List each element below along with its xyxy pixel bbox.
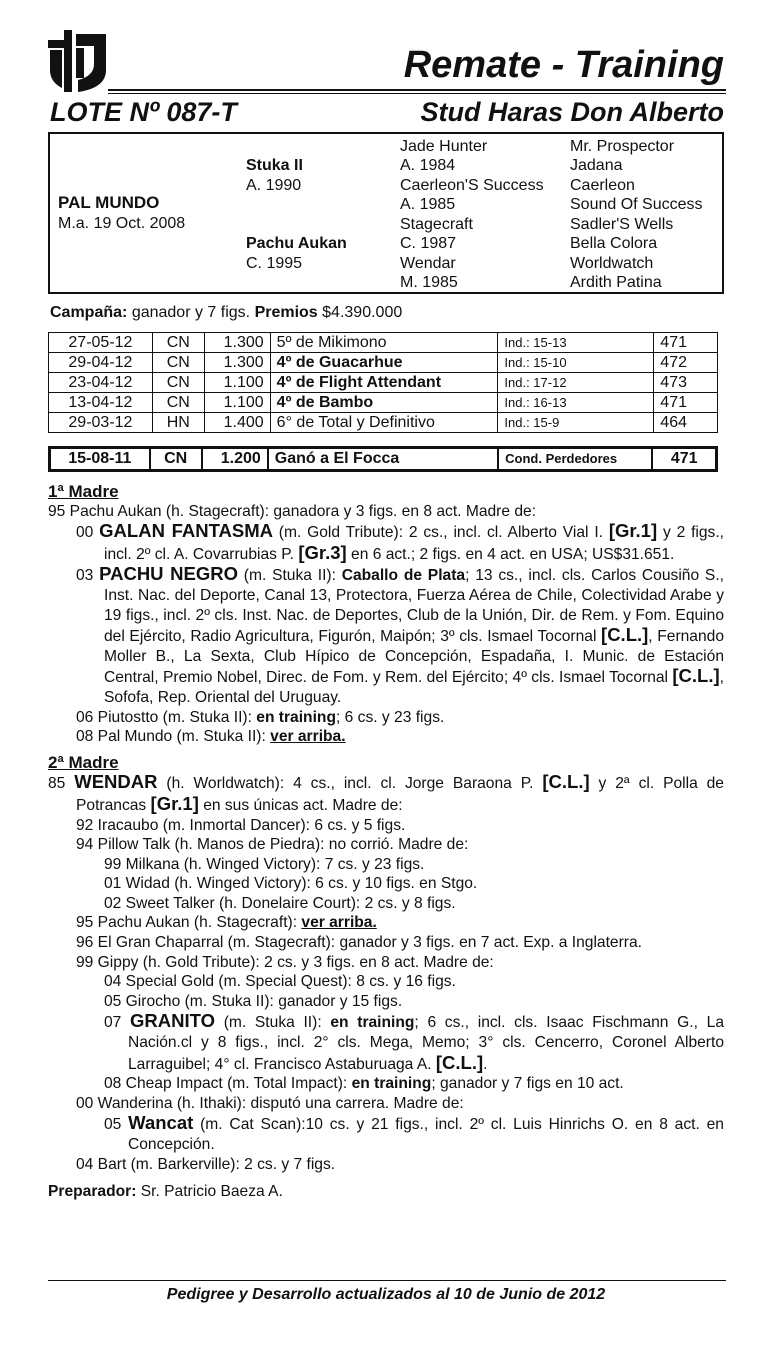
- race-result: 4º de Bambo: [270, 393, 498, 413]
- see-above-link: ver arriba.: [270, 728, 346, 746]
- table-row: [49, 353, 718, 373]
- produce-entry: 00 Wanderina (h. Ithaki): disputó una carrera. Madre de:: [76, 1094, 464, 1112]
- winning-race-table: [48, 446, 718, 472]
- header-rule-top: [108, 89, 726, 91]
- table-row: [50, 448, 717, 471]
- stud-name: Stud Haras Don Alberto: [420, 97, 724, 127]
- gen4-ancestor: Ardith Patina: [570, 274, 662, 291]
- produce-entry: 99 Milkana (h. Winged Victory): 7 cs. y 23 figs.: [104, 855, 425, 873]
- produce-entry: 94 Pillow Talk (h. Manos de Piedra): no corrió. Madre de:: [76, 836, 469, 854]
- race-date: 15-08-11: [50, 448, 150, 471]
- table-row: [49, 413, 718, 433]
- sire-info: A. 1990: [246, 177, 302, 194]
- produce-entry: 07 GRANITO (m. Stuka II): en training; 6 cs., incl. cls. Isaac Fischmann G., La Nación.cl y 8 figs., incl. 2° cls. Mega, Memo; 3° cls. Cencerro, Coronel Alberto Larraguibel; 4° cl. Francisco Astaburuaga A. [C.L.].: [104, 1010, 724, 1073]
- footer-rule: [48, 1280, 726, 1281]
- gen3-info: M. 1985: [400, 274, 458, 291]
- footer-note: Pedigree y Desarrollo actualizados al 10 de Junio de 2012: [166, 1286, 606, 1303]
- race-track: CN: [152, 373, 204, 393]
- section-heading: 1ª Madre: [48, 482, 119, 501]
- prize-label: Premios: [254, 304, 318, 321]
- race-distance: 1.300: [204, 353, 270, 373]
- lot-number: LOTE Nº 087-T: [50, 97, 237, 127]
- dam-intro: 85 WENDAR (h. Worldwatch): 4 cs., incl. cl. Jorge Baraona P. [C.L.] y 2ª cl. Polla de Potrancas [Gr.1] en sus únicas act. Madre de:: [48, 771, 724, 814]
- horse-highlight: WENDAR: [74, 771, 158, 793]
- produce-record: [48, 482, 724, 1202]
- table-row: [49, 333, 718, 353]
- race-result: 4º de Guacarhue: [270, 353, 498, 373]
- gen4-ancestor: Jadana: [570, 157, 623, 174]
- gen4-ancestor: Bella Colora: [570, 235, 658, 252]
- header-rule-bottom: [108, 93, 726, 94]
- race-distance: 1.400: [204, 413, 270, 433]
- race-index: Ind.: 15-10: [498, 353, 654, 373]
- sire-name: Stuka II: [246, 157, 303, 174]
- horse-info: M.a. 19 Oct. 2008: [58, 215, 186, 232]
- race-number: 464: [653, 413, 717, 433]
- produce-entry: 02 Sweet Talker (h. Donelaire Court): 2 cs. y 8 figs.: [104, 894, 456, 912]
- produce-entry: 08 Pal Mundo (m. Stuka II): ver arriba.: [76, 728, 346, 746]
- race-distance: 1.300: [204, 333, 270, 353]
- gen4-ancestor: Mr. Prospector: [570, 138, 675, 155]
- race-date: 23-04-12: [49, 373, 153, 393]
- dam-info: C. 1995: [246, 255, 303, 272]
- see-above-link: ver arriba.: [301, 914, 377, 932]
- race-number: 471: [652, 448, 716, 471]
- gen3-info: A. 1985: [400, 196, 456, 213]
- horse-highlight: PACHU NEGRO: [99, 563, 238, 585]
- race-index: Ind.: 15-13: [498, 333, 654, 353]
- table-row: [49, 373, 718, 393]
- table-row: [49, 393, 718, 413]
- produce-entry: 03 PACHU NEGRO (m. Stuka II): Caballo de Plata; 13 cs., incl. cls. Carlos Cousiño S., Inst. Nac. del Deporte, Canal 13, Protectora, Fuerza Aérea de Chile, Colectividad Arabe y 19 figs., incl. 2º cls. Inst. Nac. de Deportes, Club de la Unión, Dir. de Rem. y Fom. Equino del Ejército, Radio Agricultura, Figurón, Maipón; 3º cls. Ismael Tocornal [C.L.], Fernando Moller B., La Sexta, Club Hípico de Concepción, Espadaña, I. Munic. de Estación Central, Premio Nobel, Direc. de Fom. y Rem. del Ejército; 4º cls. Ismael Tocornal [C.L.], Sofofa, Rep. Oriental del Uruguay.: [76, 563, 724, 706]
- gen3-name: Jade Hunter: [400, 138, 488, 155]
- produce-entry: 95 Pachu Aukan (h. Stagecraft): ver arriba.: [76, 914, 377, 932]
- produce-entry: 99 Gippy (h. Gold Tribute): 2 cs. y 3 figs. en 8 act. Madre de:: [76, 953, 494, 971]
- race-date: 13-04-12: [49, 393, 153, 413]
- produce-entry: 08 Cheap Impact (m. Total Impact): en training; ganador y 7 figs en 10 act.: [104, 1075, 624, 1093]
- prize-value: $4.390.000: [322, 304, 403, 321]
- campaign-value: ganador y 7 figs.: [131, 304, 251, 321]
- race-distance: 1.100: [204, 373, 270, 393]
- produce-entry: 04 Bart (m. Barkerville): 2 cs. y 7 figs.: [76, 1155, 336, 1173]
- race-table: [48, 332, 718, 433]
- trainer-line: [48, 1182, 724, 1202]
- race-number: 471: [653, 333, 717, 353]
- race-result: 4º de Flight Attendant: [270, 373, 498, 393]
- gen4-ancestor: Worldwatch: [570, 255, 654, 272]
- race-track: CN: [152, 333, 204, 353]
- gen4-ancestor: Sound Of Success: [570, 196, 703, 213]
- race-date: 29-03-12: [49, 413, 153, 433]
- race-date: 27-05-12: [49, 333, 153, 353]
- pedigree-box: [48, 132, 724, 294]
- dam-name: Pachu Aukan: [246, 235, 347, 252]
- horse-highlight: GALAN FANTASMA: [99, 520, 273, 542]
- produce-entry: 05 Girocho (m. Stuka II): ganador y 15 figs.: [104, 992, 403, 1010]
- dam-intro: 95 Pachu Aukan (h. Stagecraft): ganadora y 3 figs. en 8 act. Madre de:: [48, 502, 537, 520]
- gen3-info: C. 1987: [400, 235, 457, 252]
- campaign-line: [50, 304, 402, 322]
- race-track: HN: [152, 413, 204, 433]
- race-result: 6° de Total y Definitivo: [270, 413, 498, 433]
- produce-entry: 96 El Gran Chaparral (m. Stagecraft): ganador y 3 figs. en 7 act. Exp. a Inglaterra.: [76, 934, 642, 952]
- section-heading: 2ª Madre: [48, 752, 119, 772]
- gen3-info: A. 1984: [400, 157, 456, 174]
- campaign-label: Campaña:: [50, 304, 128, 321]
- race-date: 29-04-12: [49, 353, 153, 373]
- gen3-name: Wendar: [400, 255, 456, 272]
- race-result: 5º de Mikimono: [270, 333, 498, 353]
- race-number: 473: [653, 373, 717, 393]
- trainer-label: Preparador:: [48, 1183, 137, 1201]
- race-distance: 1.100: [204, 393, 270, 413]
- trainer-name: Sr. Patricio Baeza A.: [140, 1183, 283, 1201]
- race-number: 471: [653, 393, 717, 413]
- horse-highlight: GRANITO: [130, 1010, 216, 1032]
- produce-entry: 04 Special Gold (m. Special Quest): 8 cs. y 16 figs.: [104, 973, 456, 991]
- produce-entry: 92 Iracaubo (m. Inmortal Dancer): 6 cs. y 5 figs.: [76, 816, 406, 834]
- race-result: Ganó a El Focca: [268, 448, 498, 471]
- race-number: 472: [653, 353, 717, 373]
- gen4-ancestor: Sadler'S Wells: [570, 216, 674, 233]
- page-title: Remate - Training: [403, 44, 724, 86]
- race-index: Cond. Perdedores: [498, 448, 652, 471]
- race-index: Ind.: 16-13: [498, 393, 654, 413]
- horse-name: PAL MUNDO: [58, 193, 160, 212]
- club-logo-icon: [48, 30, 108, 92]
- horse-highlight: Wancat: [128, 1112, 194, 1134]
- race-track: CN: [152, 353, 204, 373]
- race-track: CN: [150, 448, 202, 471]
- gen3-name: Stagecraft: [400, 216, 473, 233]
- gen4-ancestor: Caerleon: [570, 177, 635, 194]
- race-index: Ind.: 17-12: [498, 373, 654, 393]
- produce-entry: 00 GALAN FANTASMA (m. Gold Tribute): 2 cs., incl. cl. Alberto Vial I. [Gr.1] y 2 figs., incl. 2º cl. A. Covarrubias P. [Gr.3] en 6 act.; 2 figs. en 4 act. en USA; US$31.651.: [76, 520, 724, 563]
- race-track: CN: [152, 393, 204, 413]
- race-distance: 1.200: [202, 448, 268, 471]
- produce-entry: 06 Piutostto (m. Stuka II): en training; 6 cs. y 23 figs.: [76, 708, 445, 726]
- produce-entry: 01 Widad (h. Winged Victory): 6 cs. y 10 figs. en Stgo.: [104, 875, 478, 893]
- produce-entry: 05 Wancat (m. Cat Scan):10 cs. y 21 figs., incl. 2º cl. Luis Hinrichs O. en 8 act. en Concepción.: [104, 1112, 724, 1153]
- race-index: Ind.: 15-9: [498, 413, 654, 433]
- gen3-name: Caerleon'S Success: [400, 177, 544, 194]
